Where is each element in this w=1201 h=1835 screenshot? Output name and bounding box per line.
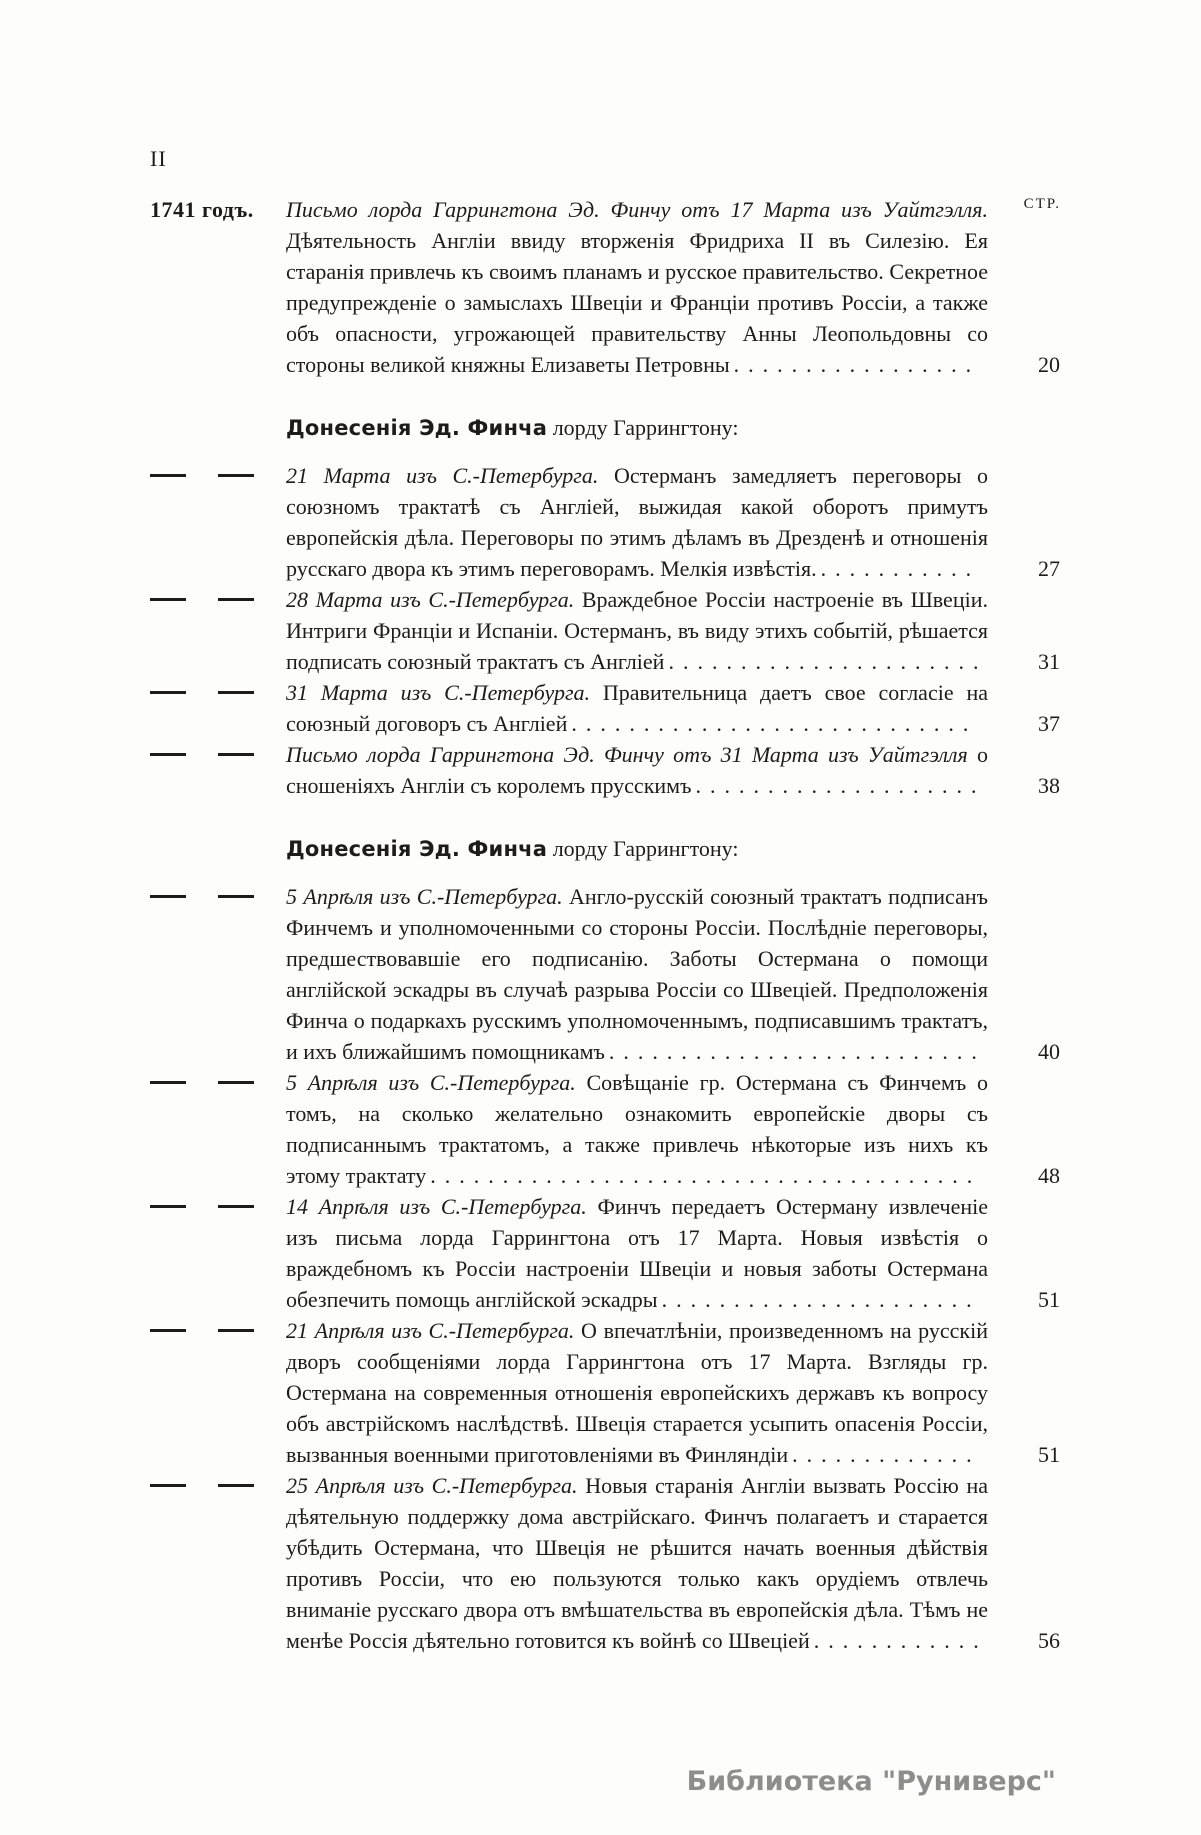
entry-date-lead: 5 Апрѣля изъ С.-Петербурга.: [286, 1070, 576, 1095]
toc-entry: [150, 1191, 1060, 1315]
toc-entry: [150, 739, 1060, 801]
entry-main: [286, 881, 1060, 1067]
entry-ditto-marks: [150, 1067, 286, 1098]
entry-description: Совѣщаніе гр. Остермана съ Финчемъ о томъ, на сколько желательно ознакомить европейскіе дворы съ подписаннымъ трактатомъ, а также привлечь нѣкоторые изъ нихъ къ этому трактату: [286, 1070, 989, 1188]
toc-entry: [150, 194, 1060, 380]
entry-page-number: 48: [1038, 1163, 1060, 1188]
section-heading-bold: Донесенія Эд. Финча: [286, 837, 548, 861]
entry-ditto-marks: [150, 1315, 286, 1346]
entry-description: Правительница даетъ свое согласіе на союзный договоръ съ Англіей: [286, 680, 988, 736]
entry-date-lead: Письмо лорда Гаррингтона Эд. Финчу отъ 31 Марта изъ Уайтгэлля: [286, 742, 968, 767]
entry-page-number: 51: [1038, 1442, 1060, 1467]
entry-description: о сношеніяхъ Англіи съ королемъ прусскимъ: [286, 742, 989, 798]
ditto-dash: [218, 1205, 254, 1208]
ditto-dash: [150, 1329, 186, 1332]
entry-year-label: 1741 годъ.: [150, 197, 254, 222]
toc-entry: [150, 677, 1060, 739]
dot-leader: .................: [733, 352, 981, 377]
entry-text: [286, 1191, 988, 1315]
entry-page-number: 20: [1038, 352, 1060, 377]
entry-date-lead: 31 Марта изъ С.-Петербурга.: [286, 680, 591, 705]
ditto-dash: [150, 598, 186, 601]
entry-main: [286, 584, 1060, 677]
ditto-dash: [150, 691, 186, 694]
section-heading-rest: лорду Гаррингтону:: [552, 415, 739, 440]
entry-ditto-marks: [150, 460, 286, 491]
ditto-dash: [150, 753, 186, 756]
toc-entry: [150, 584, 1060, 677]
entry-text: [286, 460, 988, 584]
ditto-dash: [218, 474, 254, 477]
folio-page-number: II: [150, 146, 167, 171]
section-heading-bold: Донесенія Эд. Финча: [286, 416, 548, 440]
section-heading-rest: лорду Гаррингтону:: [552, 836, 739, 861]
entry-date-lead: 25 Апрѣля изъ С.-Петербурга.: [286, 1473, 578, 1498]
entry-text: [286, 739, 988, 801]
toc-entry: [150, 1470, 1060, 1656]
entry-text: [286, 194, 988, 380]
ditto-dash: [218, 691, 254, 694]
entry-main: [286, 1191, 1060, 1315]
entry-description: Враждебное Россіи настроеніе въ Швеціи. Интриги Франціи и Испаніи. Остерманъ, въ виду этихъ событій, рѣшается подписать союзный трактатъ съ Англіей: [286, 587, 988, 674]
entry-page-number: 51: [1038, 1287, 1060, 1312]
entry-main: [286, 194, 1060, 380]
dot-leader: ...........: [820, 556, 981, 581]
entry-main: [286, 1067, 1060, 1191]
entry-text: [286, 881, 988, 1067]
ditto-dash: [218, 1329, 254, 1332]
entry-text: [286, 584, 988, 677]
entry-date-lead: 21 Марта изъ С.-Петербурга.: [286, 463, 599, 488]
dot-leader: ......................: [668, 649, 988, 674]
entry-description: О впечатлѣніи, произведенномъ на русскій дворъ сообщеніями лорда Гаррингтона отъ 17 Марта. Взгляды гр. Остермана на современныя отношенія европейскихъ державъ къ вопросу объ австрійскомъ наслѣдствѣ. Швеція старается усыпить опасенія Россіи, вызванныя военными приготовленіями въ Финляндіи: [286, 1318, 988, 1467]
entry-main: [286, 1315, 1060, 1470]
dot-leader: ............................: [571, 711, 978, 736]
ditto-dash: [218, 1081, 254, 1084]
ditto-dash: [150, 1081, 186, 1084]
page-column-header: СТР.: [1023, 196, 1061, 212]
table-of-contents: [150, 194, 1060, 1656]
entry-text: [286, 1067, 988, 1191]
ditto-dash: [150, 474, 186, 477]
entry-description: Дѣятельность Англіи ввиду вторженія Фридриха II въ Силезію. Ея старанія привлечь къ своимъ планамъ и русское правительство. Секретное предупрежденіе о замыслахъ Швеціи и Франціи противъ Россіи, а также объ опасности, угрожающей правительству Анны Леопольдовны со стороны великой княжны Елизаветы Петровны: [286, 228, 988, 377]
ditto-dash: [218, 1484, 254, 1487]
toc-entry: [150, 1067, 1060, 1191]
dot-leader: .............: [792, 1442, 981, 1467]
entry-date-lead: Письмо лорда Гаррингтона Эд. Финчу отъ 17 Марта изъ Уайтгэлля.: [286, 197, 988, 222]
entry-main: [286, 460, 1060, 584]
entry-description: Англо-русскій союзный трактатъ подписанъ Финчемъ и уполномоченными со стороны Россіи. Послѣдніе переговоры, предшествовавшіе его подписанію. Заботы Остермана о помощи англійской эскадры въ случаѣ разрыва Россіи со Швеціей. Предположенія Финча о подаркахъ русскимъ уполномоченнымъ, подписавшимъ трактатъ, и ихъ ближайшимъ помощникамъ: [286, 884, 988, 1064]
entry-ditto-marks: [150, 584, 286, 615]
entry-ditto-marks: [150, 1191, 286, 1222]
toc-entry: [150, 881, 1060, 1067]
entry-text: [286, 1470, 988, 1656]
entry-description: Остерманъ замедляетъ переговоры о союзномъ трактатѣ съ Англіей, выжидая какой оборотъ примутъ европейскія дѣла. Переговоры по этимъ дѣламъ въ Дрезденѣ и отношенія русскаго двора къ этимъ переговорамъ. Мелкія извѣстія.: [286, 463, 988, 581]
entry-ditto-marks: [150, 881, 286, 912]
ditto-dash: [150, 895, 186, 898]
entry-description: Финчъ передаетъ Остерману извлеченіе изъ письма лорда Гаррингтона отъ 17 Марта. Новыя извѣстія о враждебномъ къ Россіи настроеніи Швеціи и новыя заботы Остермана обезпечить помощь англійской эскадры: [286, 1194, 989, 1312]
entry-ditto-marks: [150, 677, 286, 708]
ditto-dash: [218, 895, 254, 898]
dot-leader: ............: [813, 1628, 988, 1653]
entry-main: [286, 1470, 1060, 1656]
section-heading: [286, 412, 1060, 444]
ditto-dash: [218, 598, 254, 601]
entry-date-lead: 21 Апрѣля изъ С.-Петербурга.: [286, 1318, 575, 1343]
dot-leader: ......................................: [430, 1163, 982, 1188]
dot-leader: ..........................: [608, 1039, 986, 1064]
entry-date-lead: 28 Марта изъ С.-Петербурга.: [286, 587, 575, 612]
entry-ditto-marks: [150, 739, 286, 770]
entry-main: [286, 739, 1060, 801]
entry-page-number: 37: [1038, 711, 1060, 736]
entry-text: [286, 677, 988, 739]
entry-page-number: 38: [1038, 773, 1060, 798]
toc-entry: [150, 1315, 1060, 1470]
ditto-dash: [150, 1484, 186, 1487]
toc-entry: [150, 460, 1060, 584]
entry-page-number: 56: [1038, 1628, 1060, 1653]
ditto-dash: [150, 1205, 186, 1208]
entry-description: Новыя старанія Англіи вызвать Россію на дѣятельную поддержку дома австрійскаго. Финчъ полагаетъ и старается убѣдить Остермана, что Швеція не рѣшится начать военныя дѣйствія противъ Россіи, что ею пользуются только какъ орудіемъ отвлечь вниманіе русскаго двора отъ вмѣшательства въ европейскія дѣла. Тѣмъ не менѣе Россія дѣятельно готовится къ войнѣ со Швеціей: [286, 1473, 988, 1653]
entry-ditto-marks: [150, 1470, 286, 1501]
entry-text: [286, 1315, 988, 1470]
entry-page-number: 27: [1038, 556, 1060, 581]
entry-page-number: 31: [1038, 649, 1060, 674]
entry-date-lead: 5 Апрѣля изъ С.-Петербурга.: [286, 884, 563, 909]
entry-page-number: 40: [1038, 1039, 1060, 1064]
entry-date-lead: 14 Апрѣля изъ С.-Петербурга.: [286, 1194, 587, 1219]
section-heading: [286, 833, 1060, 865]
dot-leader: ....................: [695, 773, 986, 798]
dot-leader: ......................: [661, 1287, 981, 1312]
entry-main: [286, 677, 1060, 739]
ditto-dash: [218, 753, 254, 756]
library-watermark: Библиотека "Руниверс": [686, 1766, 1056, 1797]
